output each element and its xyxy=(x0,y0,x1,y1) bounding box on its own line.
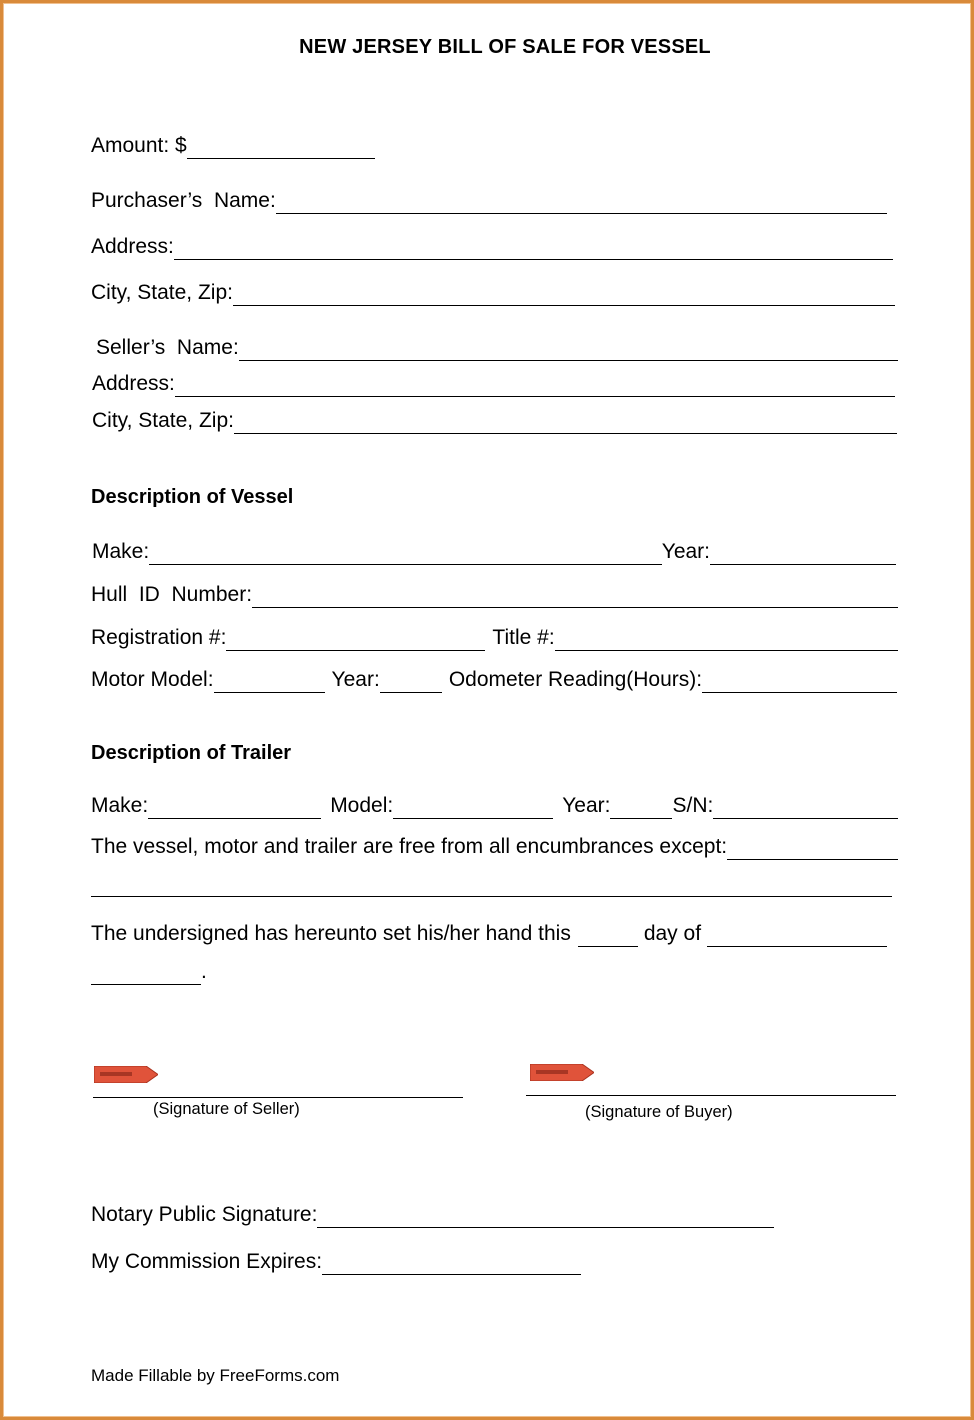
purchaser-name-label: Purchaser’s Name: xyxy=(91,189,276,212)
purchaser-address-field[interactable] xyxy=(174,237,893,260)
trailer-sn-label: S/N: xyxy=(672,794,714,817)
odometer-field[interactable] xyxy=(702,670,897,693)
attestation-month-field[interactable] xyxy=(707,924,887,947)
vessel-make-row xyxy=(92,540,896,565)
purchaser-address-label: Address: xyxy=(91,235,174,258)
seller-name-field[interactable] xyxy=(239,338,898,361)
registration-label: Registration #: xyxy=(91,626,227,649)
encumbrances-field-continued[interactable] xyxy=(91,896,892,897)
attestation-row xyxy=(91,922,887,947)
vessel-year-label: Year: xyxy=(661,540,710,563)
seller-name-row xyxy=(96,336,898,361)
commission-field[interactable] xyxy=(322,1252,581,1275)
amount-field[interactable] xyxy=(187,136,375,159)
encumbrances-row xyxy=(91,835,898,860)
motor-model-field[interactable] xyxy=(214,670,325,693)
trailer-make-field[interactable] xyxy=(148,796,321,819)
trailer-year-field[interactable] xyxy=(610,796,672,819)
seller-address-field[interactable] xyxy=(175,374,895,397)
seller-city-row xyxy=(92,409,897,434)
vessel-year-field[interactable] xyxy=(710,542,896,565)
seller-sign-here-tag[interactable] xyxy=(94,1066,158,1083)
trailer-heading: Description of Trailer xyxy=(91,742,292,764)
attestation-day-field[interactable] xyxy=(578,924,638,947)
motor-model-label: Motor Model: xyxy=(91,668,214,691)
registration-row xyxy=(91,626,898,651)
trailer-model-field[interactable] xyxy=(393,796,553,819)
encumbrances-field[interactable] xyxy=(727,837,898,860)
footer-credit: Made Fillable by FreeForms.com xyxy=(91,1366,340,1385)
trailer-sn-field[interactable] xyxy=(713,796,898,819)
purchaser-city-label: City, State, Zip: xyxy=(91,281,233,304)
attestation-year-field[interactable] xyxy=(91,962,201,985)
notary-signature-field[interactable] xyxy=(317,1205,774,1228)
purchaser-name-row xyxy=(91,189,887,214)
seller-city-field[interactable] xyxy=(234,411,897,434)
odometer-label: Odometer Reading(Hours): xyxy=(448,668,703,691)
trailer-model-label: Model: xyxy=(330,794,394,817)
seller-address-label: Address: xyxy=(92,372,175,395)
trailer-year-label: Year: xyxy=(562,794,611,817)
vessel-make-label: Make: xyxy=(92,540,150,563)
seller-sign-tag-text-mark xyxy=(100,1072,132,1076)
hull-id-label: Hull ID Number: xyxy=(91,583,253,606)
notary-signature-row xyxy=(91,1203,774,1228)
encumbrances-label: The vessel, motor and trailer are free from all encumbrances except: xyxy=(91,835,728,858)
motor-year-label: Year: xyxy=(331,668,380,691)
buyer-signature-caption: (Signature of Buyer) xyxy=(585,1103,733,1121)
seller-name-label: Seller’s Name: xyxy=(96,336,239,359)
seller-city-label: City, State, Zip: xyxy=(92,409,234,432)
motor-year-field[interactable] xyxy=(380,670,442,693)
notary-signature-label: Notary Public Signature: xyxy=(91,1203,318,1226)
seller-address-row xyxy=(92,372,895,397)
purchaser-name-field[interactable] xyxy=(276,191,887,214)
registration-field[interactable] xyxy=(226,628,485,651)
purchaser-city-field[interactable] xyxy=(233,283,895,306)
hull-id-row xyxy=(91,583,898,608)
attestation-end: . xyxy=(201,960,207,983)
commission-row xyxy=(91,1250,581,1275)
vessel-make-field[interactable] xyxy=(149,542,662,565)
buyer-signature-line[interactable] xyxy=(526,1095,896,1096)
amount-label: Amount: $ xyxy=(91,134,187,157)
attestation-year-row xyxy=(91,960,221,985)
document-title: NEW JERSEY BILL OF SALE FOR VESSEL xyxy=(299,36,711,58)
amount-row xyxy=(91,134,375,159)
hull-id-field[interactable] xyxy=(252,585,898,608)
motor-row xyxy=(91,668,897,693)
title-number-label: Title #: xyxy=(492,626,555,649)
attestation-intro: The undersigned has hereunto set his/her hand this xyxy=(91,922,571,945)
purchaser-address-row xyxy=(91,235,893,260)
seller-signature-line[interactable] xyxy=(93,1097,463,1098)
buyer-sign-here-tag[interactable] xyxy=(530,1064,594,1081)
title-number-field[interactable] xyxy=(555,628,898,651)
trailer-make-label: Make: xyxy=(91,794,149,817)
trailer-row xyxy=(91,794,898,819)
seller-signature-caption: (Signature of Seller) xyxy=(153,1100,300,1118)
commission-label: My Commission Expires: xyxy=(91,1250,323,1273)
attestation-day-of: day of xyxy=(643,922,702,945)
buyer-sign-tag-text-mark xyxy=(536,1070,568,1074)
vessel-heading: Description of Vessel xyxy=(91,486,294,508)
purchaser-city-row xyxy=(91,281,895,306)
